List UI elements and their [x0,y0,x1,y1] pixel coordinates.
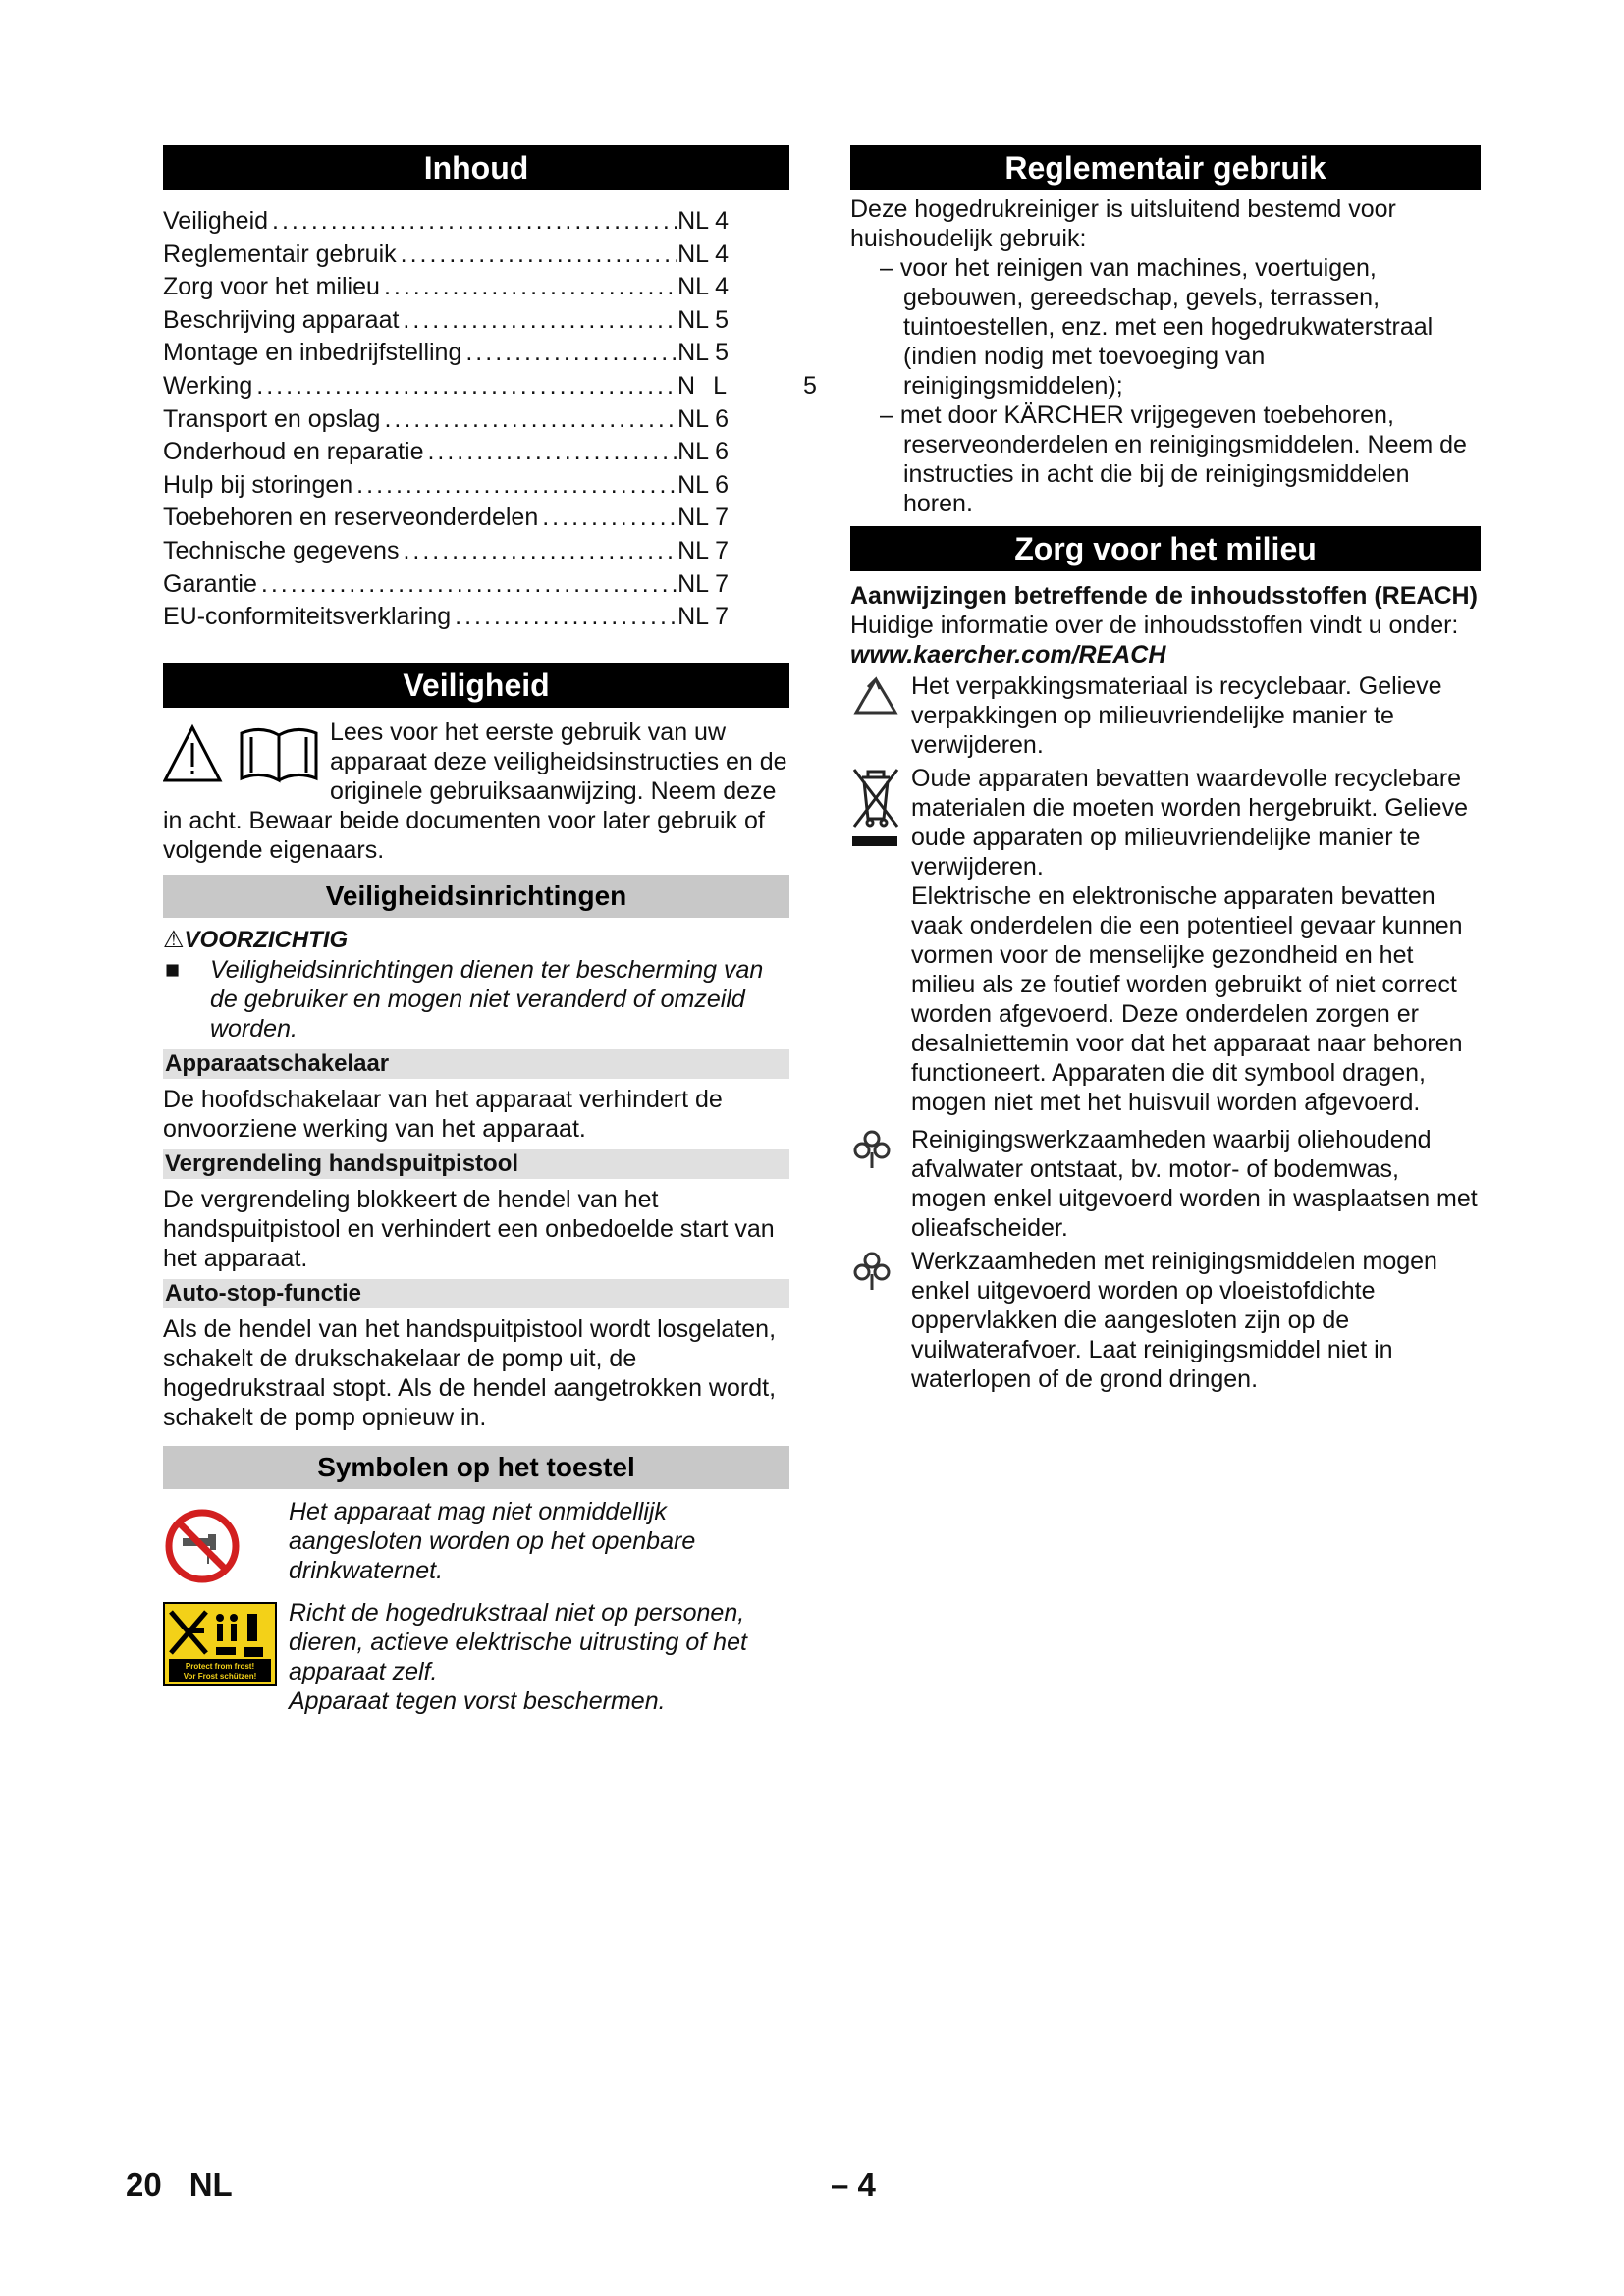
lock-text: De vergrendeling blokkeert de hendel van het handspuitpistool en verhindert een onbedoelde start van het apparaat. [163,1185,775,1272]
environment-heading: Zorg voor het milieu [850,526,1481,571]
square-bullet-icon: ■ [165,955,181,984]
usage-heading: Reglementair gebruik [850,145,1481,190]
footer-center-page: – 4 [831,2166,876,2203]
reach-heading: Aanwijzingen betreffende de inhoudsstoffen (REACH) [850,582,1478,610]
caution-triangle-icon: ⚠ [163,926,185,953]
usage-intro: Deze hogedrukreiniger is uitsluitend bestemd voor huishoudelijk gebruik: [850,195,1396,252]
left-column [163,145,789,1716]
recycle-icon [850,673,901,724]
lock-heading: Vergrendeling handspuitpistool [163,1149,789,1179]
footer-page-info [126,2165,260,2205]
safety-devices-heading: Veiligheidsinrichtingen [163,875,789,918]
frost-label-line2: Vor Frost schützen! [183,1671,257,1681]
recycle-text: Het verpakkingsmateriaal is recyclebaar. Gelieve verpakkingen op milieuvriendelijke manier te verwijderen. [911,672,1442,759]
caution-heading: ⚠VOORZICHTIG [163,926,349,953]
symbol2-text: Richt de hogedrukstraal niet op personen, dieren, actieve elektrische uitrusting of het apparaat zelf. [289,1598,747,1685]
caution-text: Veiligheidsinrichtingen dienen ter bescherming van de gebruiker en mogen niet veranderd of omzeild worden. [210,955,764,1042]
environment-note-icon [850,1127,893,1170]
toc-entry-veiligheid[interactable]: Veiligheid ..... NL 4 [163,206,789,240]
switch-text: De hoofdschakelaar van het apparaat verhindert de onvoorziene werking van het apparaat. [163,1085,723,1143]
usage-item-1: – voor het reinigen van machines, voertuigen, gebouwen, gereedschap, gevels, terrassen, tuintoestellen, enz. met een hogedrukwaterstraal (indien nodig met toevoeging van reinigingsmiddelen); [880,254,1434,400]
toc-stray-page-number: 5 [803,372,817,400]
reach-link[interactable]: www.kaercher.com/REACH [850,641,1166,668]
oil-row [850,1125,1481,1243]
symbol-drinkwater-row [163,1497,789,1594]
symbol-hp-jet-row [163,1598,789,1716]
footer-language: NL [189,2166,233,2203]
environment-note-icon [850,1249,893,1292]
recycle-row [850,671,1481,760]
toc-entry-transport[interactable]: Transport en opslag ..... NL 6 [163,404,789,438]
usage-item-2: – met door KÄRCHER vrijgegeven toebehoren, reserveonderdelen en reinigingsmiddelen. Neem de instructies in acht die bij de reinigingsmiddelen horen. [880,401,1467,517]
autostop-heading: Auto-stop-functie [163,1279,789,1308]
footer-page-number: 20 [126,2166,162,2203]
toc-entry-montage[interactable]: Montage en inbedrijfstelling ..... NL 5 [163,338,789,371]
toc-entry-technische[interactable]: Technische gegevens ..... NL 7 [163,536,789,569]
detergent-row [850,1247,1481,1394]
toc-entry-onderhoud[interactable]: Onderhoud en reparatie ..... NL 6 [163,437,789,470]
switch-heading: Apparaatschakelaar [163,1049,789,1079]
safety-intro-text: Lees voor het eerste gebruik van uw apparaat deze veiligheidsinstructies en de originele gebruiksaanwijzing. Neem deze in acht. Bewaar beide documenten voor later gebruik of volgende eigenaars. [163,718,787,864]
symbol3-text: Apparaat tegen vorst beschermen. [289,1686,666,1715]
toc-entry-werking[interactable]: Werking ..... NL [163,371,789,404]
weee-text-1: Oude apparaten bevatten waardevolle recyclebare materialen die moeten worden hergebruikt. Gelieve oude apparaten op milieuvriendelijke manier te verwijderen. [911,765,1468,881]
toc-entry-milieu[interactable]: Zorg voor het milieu ..... NL 4 [163,272,789,305]
detergent-text: Werkzaamheden met reinigingsmiddelen mogen enkel uitgevoerd worden op vloeistofdichte oppervlakken die aangesloten zijn op de vuilwaterafvoer. Laat reinigingsmiddel niet in waterlopen of de grond dringen. [911,1248,1437,1393]
crossed-bin-icon [850,766,901,856]
caution-bullet [163,955,789,1043]
weee-row [850,764,1481,1117]
weee-text-2: Elektrische en elektronische apparaten bevatten vaak onderdelen die een potentieel gevaar kunnen vormen voor de menselijke gezondheid en het milieu als ze foutief worden gebruikt of niet correct worden afgevoerd. Deze onderdelen zorgen er desalniettemin voor dat het apparaat naar behoren functioneert. Apparaten die dit symbool dragen, mogen niet met het huisvuil worden afgevoerd. [911,882,1463,1116]
toc-entry-beschrijving[interactable]: Beschrijving apparaat ..... NL 5 [163,305,789,339]
safety-heading: Veiligheid [163,663,789,708]
safety-intro [163,718,789,865]
toc-entry-toebehoren[interactable]: Toebehoren en reserveonderdelen ..... NL 7 [163,503,789,536]
toc-entry-eu[interactable]: EU-conformiteitsverklaring ..... NL 7 [163,602,789,635]
toc-list [163,206,789,635]
toc-entry-reglementair[interactable]: Reglementair gebruik ..... NL 4 [163,240,789,273]
frost-label-line1: Protect from frost! [185,1661,255,1671]
autostop-text: Als de hendel van het handspuitpistool wordt losgelaten, schakelt de drukschakelaar de pomp uit, de hogedrukstraal stopt. Als de hendel aangetrokken wordt, schakelt de pomp opnieuw in. [163,1314,777,1431]
no-spray-frost-label-icon [163,1602,277,1686]
right-column [850,145,1481,1394]
symbol1-text: Het apparaat mag niet onmiddellijk aangesloten worden op het openbare drinkwaternet. [289,1497,696,1584]
no-drinking-water-icon [163,1505,245,1587]
toc-entry-storingen[interactable]: Hulp bij storingen ..... NL 6 [163,470,789,504]
toc-heading: Inhoud [163,145,789,190]
reach-text: Huidige informatie over de inhoudsstoffen vindt u onder: [850,612,1459,639]
toc-entry-garantie[interactable]: Garantie ..... NL 7 [163,569,789,603]
oil-text: Reinigingswerkzaamheden waarbij oliehoudend afvalwater ontstaat, bv. motor- of bodemwas, mogen enkel uitgevoerd worden in wasplaatsen met olieafscheider. [911,1126,1478,1242]
symbols-heading: Symbolen op het toestel [163,1446,789,1489]
warning-manual-icon [163,723,322,784]
